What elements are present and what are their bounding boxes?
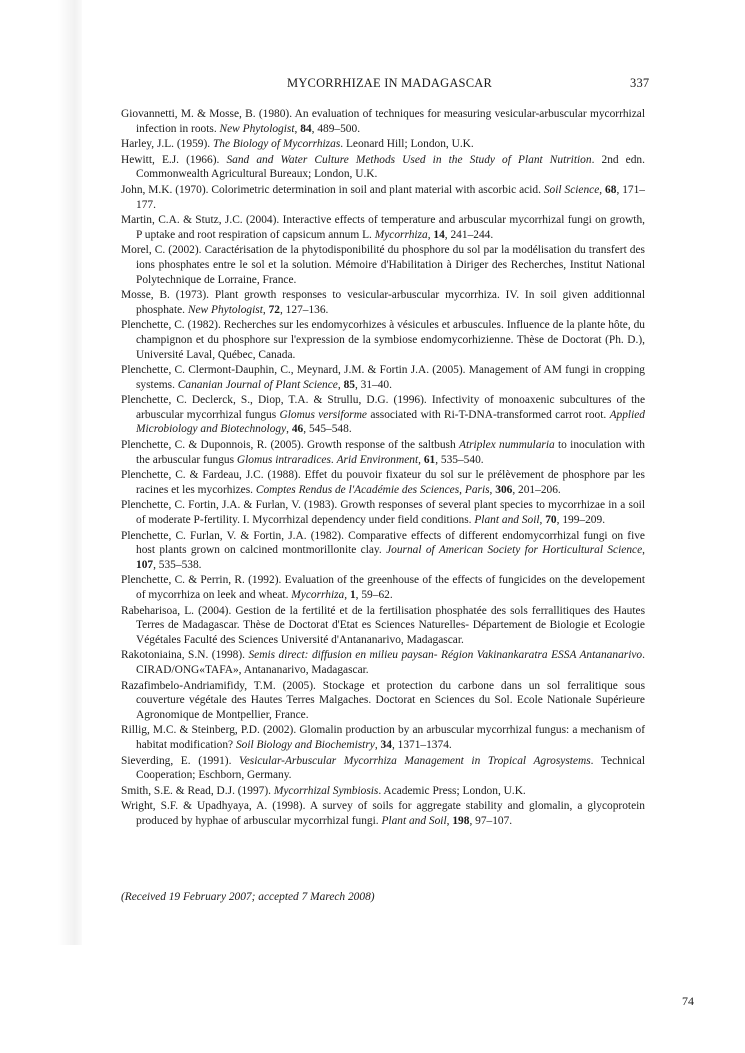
reference-text: Smith, S.E. & Read, D.J. (1997). <box>121 784 274 797</box>
reference-entry <box>121 498 645 527</box>
reference-pages: , 199–209. <box>556 514 606 527</box>
reference-italic: New Phytologist <box>187 303 263 316</box>
reference-volume: 68 <box>605 183 617 196</box>
reference-entry <box>121 723 645 752</box>
reference-italic: Atriplex nummularia <box>458 439 555 452</box>
reference-text: . Academic Press; London, U.K. <box>378 784 526 797</box>
reference-text: Hewitt, E.J. (1966). <box>121 153 227 166</box>
reference-text: Sieverding, E. (1991). <box>121 754 240 767</box>
reference-text: . 2nd edn. Commonwealth Agricultural Bureaux; London, U.K. <box>136 153 645 181</box>
reference-text: , <box>446 814 453 827</box>
reference-text: . Leonard Hill; London, U.K. <box>340 138 474 151</box>
reference-text: Plenchette, C. & Duponnois, R. (2005). Growth response of the saltbush <box>121 439 459 452</box>
reference-italic: Cananian Journal of Plant Science <box>177 378 338 391</box>
reference-entry <box>121 573 645 602</box>
reference-pages: , 535–538. <box>153 558 202 571</box>
reference-pages: , 535–540. <box>435 453 484 466</box>
reference-entry <box>121 438 645 467</box>
reference-italic: Semis direct: diffusion en milieu paysan- Région Vakinankaratra ESSA Antananarivo <box>248 649 643 662</box>
reference-text: . <box>330 453 337 466</box>
reference-entry <box>121 799 645 828</box>
reference-text: , <box>337 378 344 391</box>
reference-text: , <box>294 122 301 135</box>
reference-italic: Applied Microbiology and Biotechnology <box>136 408 645 436</box>
reference-entry <box>121 604 645 648</box>
reference-text: Plenchette, C. (1982). Recherches sur les endomycorhizes à vésicules et arbuscules. Influence de la plante hôte, du champignon et du phosphore sur l'expression de la symbiose endomycorhizienne. Thèse de Doctorat (Ph. D.), Université Laval, Québec, Canada. <box>121 319 645 361</box>
reference-italic: Plant and Soil <box>381 814 447 827</box>
reference-entry <box>121 153 645 182</box>
received-note: (Received 19 February 2007; accepted 7 Marech 2008) <box>121 891 375 903</box>
reference-text: , <box>599 183 606 196</box>
reference-entry <box>121 529 645 573</box>
reference-entry <box>121 213 645 242</box>
reference-pages: , 545–548. <box>303 423 352 436</box>
reference-italic: Arid Environment <box>336 453 419 466</box>
reference-entry <box>121 363 645 392</box>
reference-italic: Glomus intraradices <box>236 453 331 466</box>
reference-volume: 84 <box>300 122 312 135</box>
reference-pages: , 489–500. <box>311 122 361 135</box>
reference-entry <box>121 784 645 799</box>
reference-italic: Mycorrhizal Symbiosis <box>273 784 379 797</box>
reference-entry <box>121 137 645 152</box>
reference-volume: 306 <box>495 483 513 496</box>
reference-text: Mosse, B. (1973). Plant growth responses to vesicular-arbuscular mycorrhiza. IV. In soil given additionnal phosphate. <box>121 289 645 316</box>
reference-entry <box>121 393 645 437</box>
reference-text: , <box>262 303 269 316</box>
reference-text: Rillig, M.C. & Steinberg, P.D. (2002). Glomalin production by an arbuscular mycorrhizal fungus: a mechanism of habitat modification? <box>121 724 645 751</box>
reference-pages: , 1371–1374. <box>391 738 452 751</box>
page-number: 337 <box>630 76 650 90</box>
reference-text: Rakotoniaina, S.N. (1998). <box>121 649 249 662</box>
reference-italic: Mycorrhiza <box>291 589 345 601</box>
reference-text: associated with Ri-T-DNA-transformed carrot root. <box>366 408 610 421</box>
reference-pages: , 171–177. <box>136 183 645 211</box>
running-title: MYCORRHIZAE IN MADAGASCAR <box>287 76 493 90</box>
folio-number: 74 <box>682 994 694 1008</box>
reference-text: . CIRAD/ONG«TAFA», Antananarivo, Madagascar. <box>136 649 645 676</box>
reference-text: Plenchette, C. Fortin, J.A. & Furlan, V. (1983). Growth responses of several plant species to mycorrhizae in a soil of moderate P-fertility. I. Mycorrhizal dependency under field conditions. <box>121 499 645 527</box>
reference-entry <box>121 318 645 362</box>
reference-text: Plenchette, C. Clermont-Dauphin, C., Meynard, J.M. & Fortin J.A. (2005). Management of AM fungi in cropping systems. <box>121 364 645 391</box>
reference-text: Razafimbelo-Andriamifidy, T.M. (2005). Stockage et protection du carbone dans un sol ferralitique sous couverture végétale des Hautes Terres Malgaches. Doctorat en Sciences du Sol. Ecole Nationale Supérieure Agronomique de Montpellier, France. <box>121 679 645 721</box>
reference-text: John, M.K. (1970). Colorimetric determination in soil and plant material with ascorbic acid. <box>121 183 544 196</box>
reference-entry <box>121 243 645 287</box>
reference-volume: 46 <box>291 423 304 436</box>
reference-italic: Sand and Water Culture Methods Used in the Study of Plant Nutrition <box>226 153 592 166</box>
reference-entry <box>121 468 645 497</box>
reference-italic: Vesicular-Arbuscular Mycorrhiza Management in Tropical Agrosystems <box>239 754 591 767</box>
reference-pages: , 241–244. <box>444 228 494 241</box>
reference-italic: Glomus versiforme <box>279 408 367 421</box>
reference-italic: Plant and Soil <box>474 514 540 527</box>
reference-entry <box>121 648 645 677</box>
reference-volume: 85 <box>343 378 355 391</box>
reference-entry <box>121 107 645 136</box>
reference-pages: , 59–62. <box>355 589 393 601</box>
reference-italic: Mycorrhiza <box>374 228 428 241</box>
reference-pages: , 127–136. <box>279 303 329 316</box>
reference-volume: 14 <box>433 228 445 241</box>
reference-volume: 107 <box>136 558 154 571</box>
reference-volume: 61 <box>423 453 436 466</box>
reference-text: , <box>344 589 350 601</box>
reference-text: Morel, C. (2002). Caractérisation de la phytodisponibilité du phosphore du sol par la modélisation du transfert des ions phosphates entre le sol et la solution. Mémoire d'Habilitation à Diriger des Recherches, Institut National Polytechnique de Lorraine, France. <box>121 244 645 286</box>
reference-text: to inoculation with the arbuscular fungus <box>136 439 645 466</box>
reference-volume: 1 <box>349 589 356 601</box>
reference-entry <box>121 754 645 783</box>
reference-text: Giovannetti, M. & Mosse, B. (1980). An evaluation of techniques for measuring vesicular-arbuscular mycorrhizal infection in roots. <box>121 108 645 135</box>
reference-text: , <box>418 453 424 466</box>
reference-text: Plenchette, C. & Fardeau, J.C. (1988). Effet du pouvoir fixateur du sol sur le prélèvement de phosphore par les racines et les mycorhizes. <box>121 469 645 496</box>
reference-italic: Soil Science <box>543 183 600 196</box>
reference-volume: 198 <box>452 814 470 827</box>
reference-volume: 34 <box>380 738 392 751</box>
reference-text: , <box>374 738 381 751</box>
reference-text: Plenchette, C. Declerck, S., Diop, T.A. & Strullu, D.G. (1996). Infectivity of monoaxenic subcultures of the arbuscular mycorrhizal fungus <box>121 394 645 421</box>
reference-text: Plenchette, C. & Perrin, R. (1992). Evaluation of the greenhouse of the effects of fungicides on the developement of mycorrhiza on leek and wheat. <box>121 574 645 601</box>
reference-italic: Journal of American Society for Horticultural Science <box>386 544 643 557</box>
reference-pages: , 97–107. <box>469 814 513 827</box>
reference-text: . Technical Cooperation; Eschborn, Germany. <box>136 754 645 782</box>
reference-text: , <box>286 423 292 436</box>
reference-entry <box>121 679 645 723</box>
reference-italic: New Phytologist <box>219 122 295 135</box>
reference-pages: , 31–40. <box>354 378 392 391</box>
reference-italic: Comptes Rendus de l'Académie des Sciences, Paris <box>255 483 490 496</box>
reference-text: Plenchette, C. Furlan, V. & Fortin, J.A. (1982). Comparative effects of different endomycorrhizal fungi on five host plants grown on calcined montmorillonite clay. <box>121 529 645 557</box>
reference-text: , <box>427 228 434 241</box>
reference-text: Martin, C.A. & Stutz, J.C. (2004). Interactive effects of temperature and arbuscular mycorrhizal fungi on growth, P uptake and root respiration of capsicum annum L. <box>121 214 645 241</box>
binding-shadow <box>58 0 82 945</box>
reference-text: , <box>642 544 646 557</box>
reference-volume: 72 <box>268 303 280 316</box>
reference-volume: 70 <box>545 514 557 527</box>
reference-list <box>121 107 645 830</box>
reference-text: Harley, J.L. (1959). <box>121 138 213 151</box>
reference-pages: , 201–206. <box>512 483 561 496</box>
reference-italic: The Biology of Mycorrhizas <box>212 138 341 151</box>
reference-text: , <box>539 514 546 527</box>
reference-text: Rabeharisoa, L. (2004). Gestion de la fertilité et de la fertilisation phosphatée des sols ferrallitiques des Hautes Terres de Madagascar. Thèse de Doctorat d'Etat es Sciences Naturelles- Département de Biologie et Ecologie Végétales Faculté des Sciences Université d'Antananarivo, Madagascar. <box>121 604 645 646</box>
reference-entry <box>121 183 645 212</box>
reference-italic: Soil Biology and Biochemistry <box>235 738 375 751</box>
reference-text: Wright, S.F. & Upadhyaya, A. (1998). A survey of soils for aggregate stability and glomalin, a glycoprotein produced by hyphae of arbuscular mycorrhizal fungi. <box>121 800 645 827</box>
reference-entry <box>121 288 645 317</box>
reference-text: , <box>489 483 496 496</box>
